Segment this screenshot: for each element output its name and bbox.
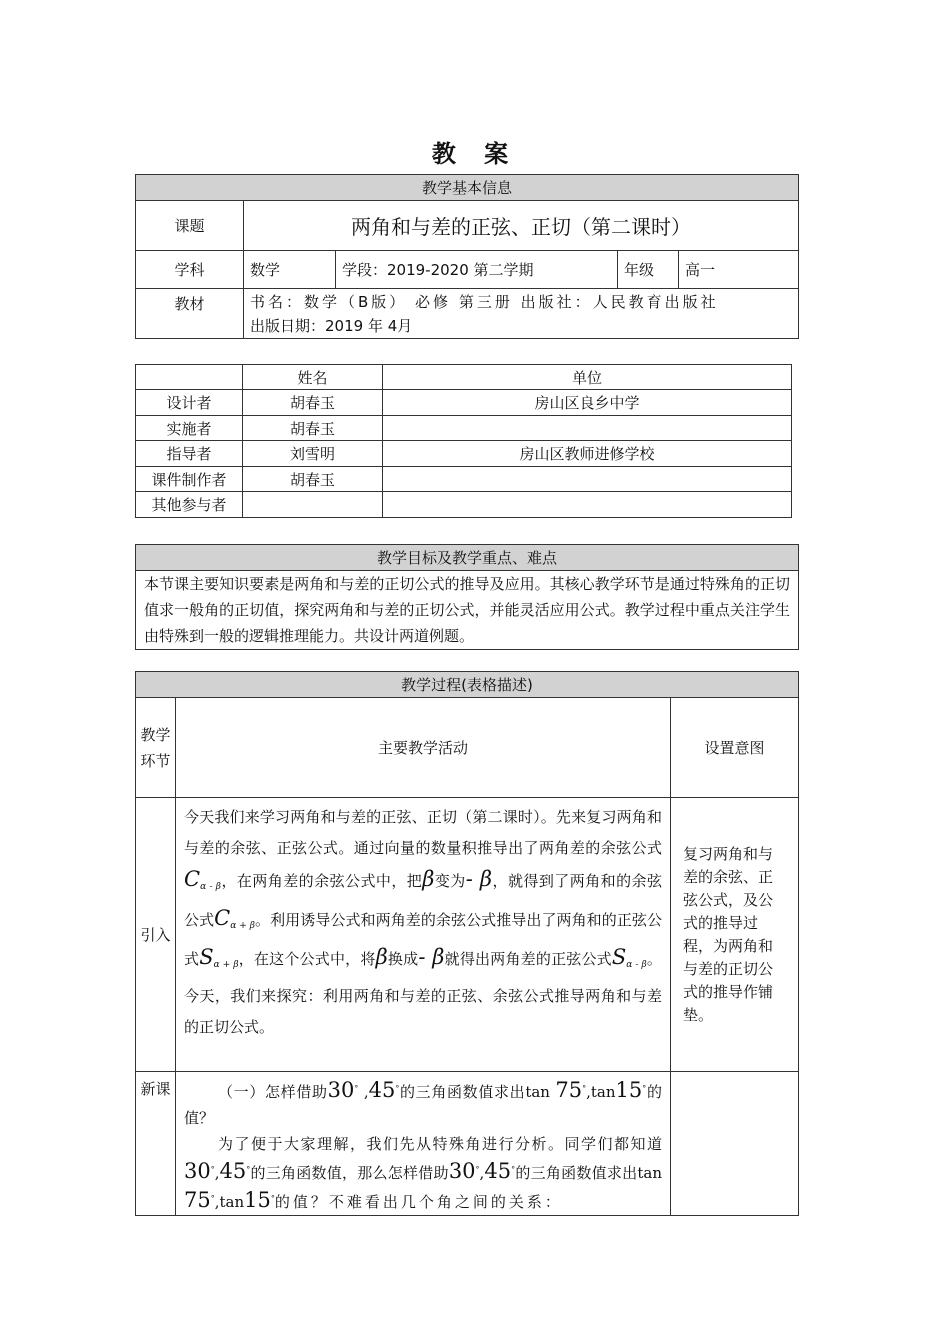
- intro-row: [136, 798, 799, 1072]
- intro-text-1: 今天我们来学习两角和与差的正弦、正切（第二课时）。先来复习两角和与差的余弦、正弦公式。通过向量的数量积推导出了两角差的余弦公式: [184, 808, 662, 857]
- degree-mark: °: [270, 1194, 275, 1203]
- beta-symbol: β: [422, 867, 435, 891]
- angle-15: 15: [244, 1188, 271, 1212]
- intro-activity-cell: [176, 798, 671, 1072]
- comma: ,: [358, 1083, 369, 1101]
- tan-label: tan: [525, 1083, 550, 1101]
- degree-mark: °: [582, 1084, 587, 1093]
- unit-cell: [383, 492, 792, 518]
- role-cell: 课件制作者: [136, 467, 243, 492]
- angle-30: 30: [184, 1159, 211, 1183]
- name-cell: 胡春玉: [243, 390, 383, 416]
- goals-text: 本节课主要知识要素是两角和与差的正切公式的推导及应用。其核心教学环节是通过特殊角的正切值求一般角的正切值，探究两角和与差的正切公式，并能灵活应用公式。教学过程中重点关注学生由特殊到一般的逻辑推理能力。共设计两道例题。: [136, 571, 799, 650]
- grade-value: 高一: [679, 251, 799, 289]
- formula-s-plus: [199, 945, 238, 969]
- intro-text-8: 就得出两角差的正弦公式: [444, 950, 612, 968]
- unit-cell: 房山区良乡中学: [383, 390, 792, 416]
- intro-intent-cell: 复习两角和与差的余弦、正弦公式，及公式的推导过程，为两角和与差的正切公式的推导作铺垫。: [671, 798, 799, 1072]
- beta-symbol: β: [375, 945, 388, 969]
- intro-text-3: 变为: [434, 872, 466, 890]
- formula-subscript: α + β: [213, 960, 239, 970]
- process-col-intent: 设置意图: [671, 698, 799, 798]
- neg-beta-symbol: - β: [465, 867, 493, 891]
- newlesson-text-2a: 为了便于大家理解，我们先从特殊角进行分析。同学们都知道: [218, 1135, 662, 1153]
- role-cell: 实施者: [136, 416, 243, 441]
- unit-cell: 房山区教师进修学校: [383, 441, 792, 467]
- newlesson-stage-cell: 新课: [136, 1072, 176, 1216]
- people-col-unit: 单位: [383, 365, 792, 390]
- angle-75: 75: [555, 1078, 583, 1102]
- newlesson-question: [184, 1076, 662, 1131]
- process-col-stage: 教学环节: [136, 698, 176, 798]
- intro-text-5: 。利用诱导公式和两角差的余弦公式推导出了两角和的正弦公式: [184, 911, 662, 968]
- goals-table: [135, 544, 799, 650]
- comma: ,: [214, 1193, 220, 1211]
- name-cell: [243, 492, 383, 518]
- degree-mark: °: [210, 1165, 215, 1174]
- name-cell: 胡春玉: [243, 416, 383, 441]
- angle-45: 45: [368, 1078, 396, 1102]
- formula-c-minus: [184, 867, 221, 891]
- name-cell: 胡春玉: [243, 467, 383, 492]
- people-col-name: 姓名: [243, 365, 383, 390]
- tan-label: tan: [219, 1193, 245, 1211]
- table-row: [136, 467, 792, 492]
- newlesson-text-1c: 的值？: [184, 1083, 662, 1127]
- formula-subscript: α + β: [230, 921, 255, 931]
- role-cell: 设计者: [136, 390, 243, 416]
- formula-symbol: C: [184, 867, 201, 891]
- topic-value: 两角和与差的正弦、正切（第二课时）: [244, 201, 799, 251]
- tan-label: tan: [637, 1164, 662, 1182]
- intro-text-7: 换成: [387, 950, 419, 968]
- process-col-activity: 主要教学活动: [176, 698, 671, 798]
- newlesson-text-2c: 的三角函数值求出: [515, 1164, 638, 1182]
- intro-text-2: ，在两角差的余弦公式中，把: [221, 872, 423, 890]
- page-title: 教 案: [431, 140, 519, 168]
- textbook-line-1: 书名：数学（B版） 必修 第三册 出版社：人民教育出版社: [250, 292, 719, 311]
- degree-mark: °: [642, 1084, 647, 1093]
- comma: ,: [586, 1083, 591, 1101]
- intro-text-9: 。今天，我们来探究：利用两角和与差的正弦、余弦公式推导两角和与差的正切公式。: [184, 950, 662, 1036]
- formula-c-plus: [214, 906, 255, 930]
- basic-info-header: 教学基本信息: [136, 175, 799, 201]
- degree-mark: °: [354, 1084, 359, 1093]
- formula-s-minus: [612, 945, 647, 969]
- degree-mark: °: [475, 1165, 480, 1174]
- unit-cell: [383, 416, 792, 441]
- table-row: [136, 441, 792, 467]
- formula-symbol: C: [214, 906, 231, 930]
- comma: ,: [214, 1164, 220, 1182]
- table-row: [136, 492, 792, 518]
- goals-header: 教学目标及教学重点、难点: [136, 545, 799, 571]
- textbook-label: 教材: [136, 289, 244, 339]
- textbook-line-2: 出版日期：2019 年 4月: [250, 316, 413, 335]
- newlesson-text-1a: （一）怎样借助: [218, 1083, 328, 1101]
- neg-beta-symbol: - β: [418, 945, 445, 969]
- angle-45: 45: [219, 1159, 247, 1183]
- process-header: 教学过程(表格描述): [136, 672, 799, 698]
- process-table: [135, 671, 799, 1216]
- tan-label: tan: [590, 1083, 616, 1101]
- comma: ,: [479, 1164, 485, 1182]
- formula-symbol: S: [199, 945, 214, 969]
- stage-value: 学段：2019-2020 第二学期: [336, 251, 618, 289]
- formula-symbol: S: [611, 945, 627, 969]
- role-cell: 其他参与者: [136, 492, 243, 518]
- angle-75: 75: [184, 1188, 211, 1212]
- role-cell: 指导者: [136, 441, 243, 467]
- newlesson-row: [136, 1072, 799, 1216]
- people-table: [135, 364, 792, 518]
- intro-stage-cell: 引入: [136, 798, 176, 1072]
- people-corner-cell: [136, 365, 243, 390]
- angle-30: 30: [327, 1078, 355, 1102]
- angle-45: 45: [484, 1159, 512, 1183]
- degree-mark: °: [210, 1194, 215, 1203]
- angle-15: 15: [615, 1078, 643, 1102]
- degree-mark: °: [246, 1165, 251, 1174]
- formula-subscript: α - β: [200, 882, 222, 892]
- intro-text-4: ，就得到了两角和的余弦公式: [184, 872, 662, 929]
- newlesson-text-1b: 的三角函数值求出: [399, 1083, 526, 1101]
- formula-subscript: α - β: [626, 960, 647, 970]
- newlesson-activity-cell: [176, 1072, 671, 1216]
- angle-30: 30: [448, 1159, 476, 1183]
- subject-label: 学科: [136, 251, 244, 289]
- table-row: [136, 390, 792, 416]
- degree-mark: °: [395, 1084, 400, 1093]
- subject-value: 数学: [244, 251, 336, 289]
- unit-cell: [383, 467, 792, 492]
- basic-info-table: [135, 174, 799, 339]
- topic-label: 课题: [136, 201, 244, 251]
- textbook-info: [244, 289, 799, 339]
- grade-label: 年级: [618, 251, 679, 289]
- table-row: [136, 416, 792, 441]
- newlesson-intent-cell: [671, 1072, 799, 1216]
- degree-mark: °: [511, 1165, 516, 1174]
- newlesson-text-2d: 的值？不难看出几个角之间的关系：: [274, 1193, 563, 1211]
- newlesson-text-2b: 的三角函数值，那么怎样借助: [250, 1164, 449, 1182]
- newlesson-paragraph: [184, 1131, 662, 1215]
- name-cell: 刘雪明: [243, 441, 383, 467]
- intro-text-6: ，在这个公式中，将: [238, 950, 376, 968]
